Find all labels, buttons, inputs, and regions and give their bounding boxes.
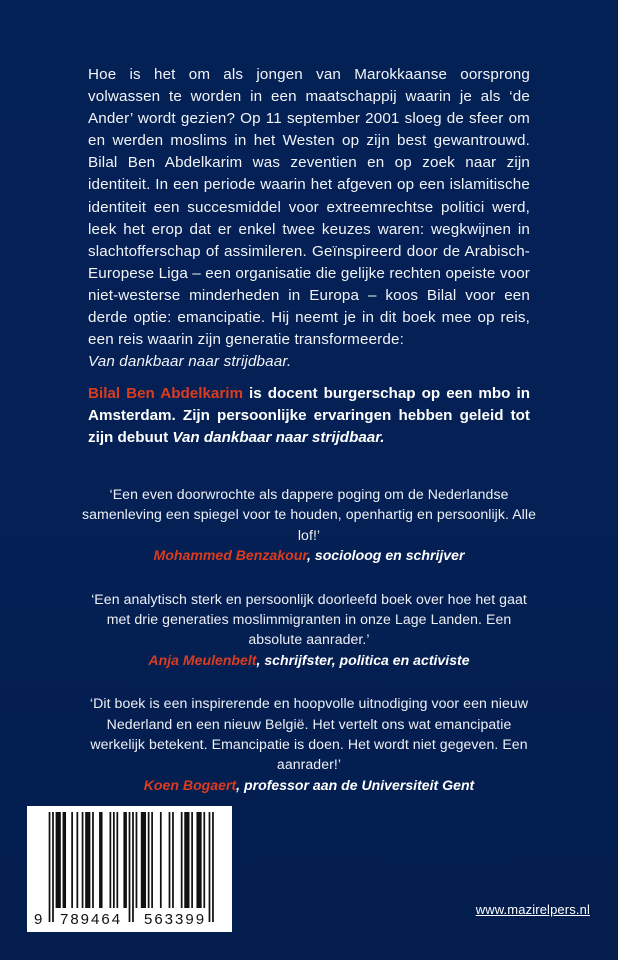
quote-reviewer-name: Anja Meulenbelt <box>148 651 257 668</box>
author-bio-text: is docent burgerschap op een mbo in Amsterdam. Zijn persoonlijke ervaringen hebben geleid tot zijn debuut <box>88 385 530 447</box>
quote-reviewer-name: Koen Bogaert <box>143 776 237 793</box>
blurb-paragraph <box>88 64 530 373</box>
author-bio <box>88 383 530 449</box>
publisher-website-link[interactable]: www.mazirelpers.nl <box>475 902 590 917</box>
review-quote <box>78 484 540 566</box>
barcode-digits <box>27 908 232 928</box>
quote-reviewer-name: Mohammed Benzakour <box>153 547 308 564</box>
review-quote <box>78 693 540 795</box>
quote-reviewer-role: , professor aan de Universiteit Gent <box>236 776 475 793</box>
blurb-book-title-italic: Van dankbaar naar strijdbaar. <box>88 353 292 371</box>
quote-attribution <box>78 545 540 565</box>
isbn-barcode <box>27 806 232 932</box>
barcode-digit-group-3: 563399 <box>144 911 207 928</box>
quote-reviewer-role: , schrijfster, politica en activiste <box>256 651 470 668</box>
quote-attribution <box>78 775 540 795</box>
quote-text: ‘Dit boek is een inspirerende en hoopvolle uitnodiging voor een nieuw Nederland en een nieuw België. Het vertelt ons wat emancipatie werkelijk betekent. Emancipatie is doen. Het wordt niet gegeven. Een aanrader!’ <box>89 695 529 773</box>
review-quotes <box>78 484 540 795</box>
review-quote <box>78 589 540 671</box>
barcode-digit-group-1: 9 <box>34 911 45 928</box>
barcode-digit-group-2: 789464 <box>60 911 123 928</box>
author-name: Bilal Ben Abdelkarim <box>88 385 243 402</box>
quote-text: ‘Een analytisch sterk en persoonlijk doorleefd boek over hoe het gaat met drie generaties moslimmigranten in onze Lage Landen. Een absolute aanrader.’ <box>91 590 527 648</box>
quote-text: ‘Een even doorwrochte als dappere poging om de Nederlandse samenleving een spiegel voor te houden, openhartig en persoonlijk. Alle lof!’ <box>82 486 536 543</box>
bio-book-title: Van dankbaar naar strijdbaar. <box>172 429 385 447</box>
quote-reviewer-role: , socioloog en schrijver <box>307 547 465 564</box>
blurb-body: Hoe is het om als jongen van Marokkaanse oorsprong volwassen te worden in een maatschappij waarin je als ‘de Ander’ wordt gezien? Op 11 september 2001 sloeg de sfeer om en werden moslims in het Westen op zijn best gewantrouwd. Bilal Ben Abdelkarim was zeventien en op zoek naar zijn identiteit. In een periode waarin het afgeven op een islamitische identiteit een succesmiddel voor extreemrechtse politici werd, leek het erop dat er enkel twee keuzes waren: wegkwijnen in slachtofferschap of assimileren. Geïnspireerd door de Arabisch-Europese Liga – een organisatie die gelijke rechten opeiste voor niet-westerse minderheden in Europa – koos Bilal voor een derde optie: emancipatie. Hij neemt je in dit boek mee op reis, een reis waarin zijn generatie transformeerde: <box>88 66 531 349</box>
quote-attribution <box>78 650 540 670</box>
